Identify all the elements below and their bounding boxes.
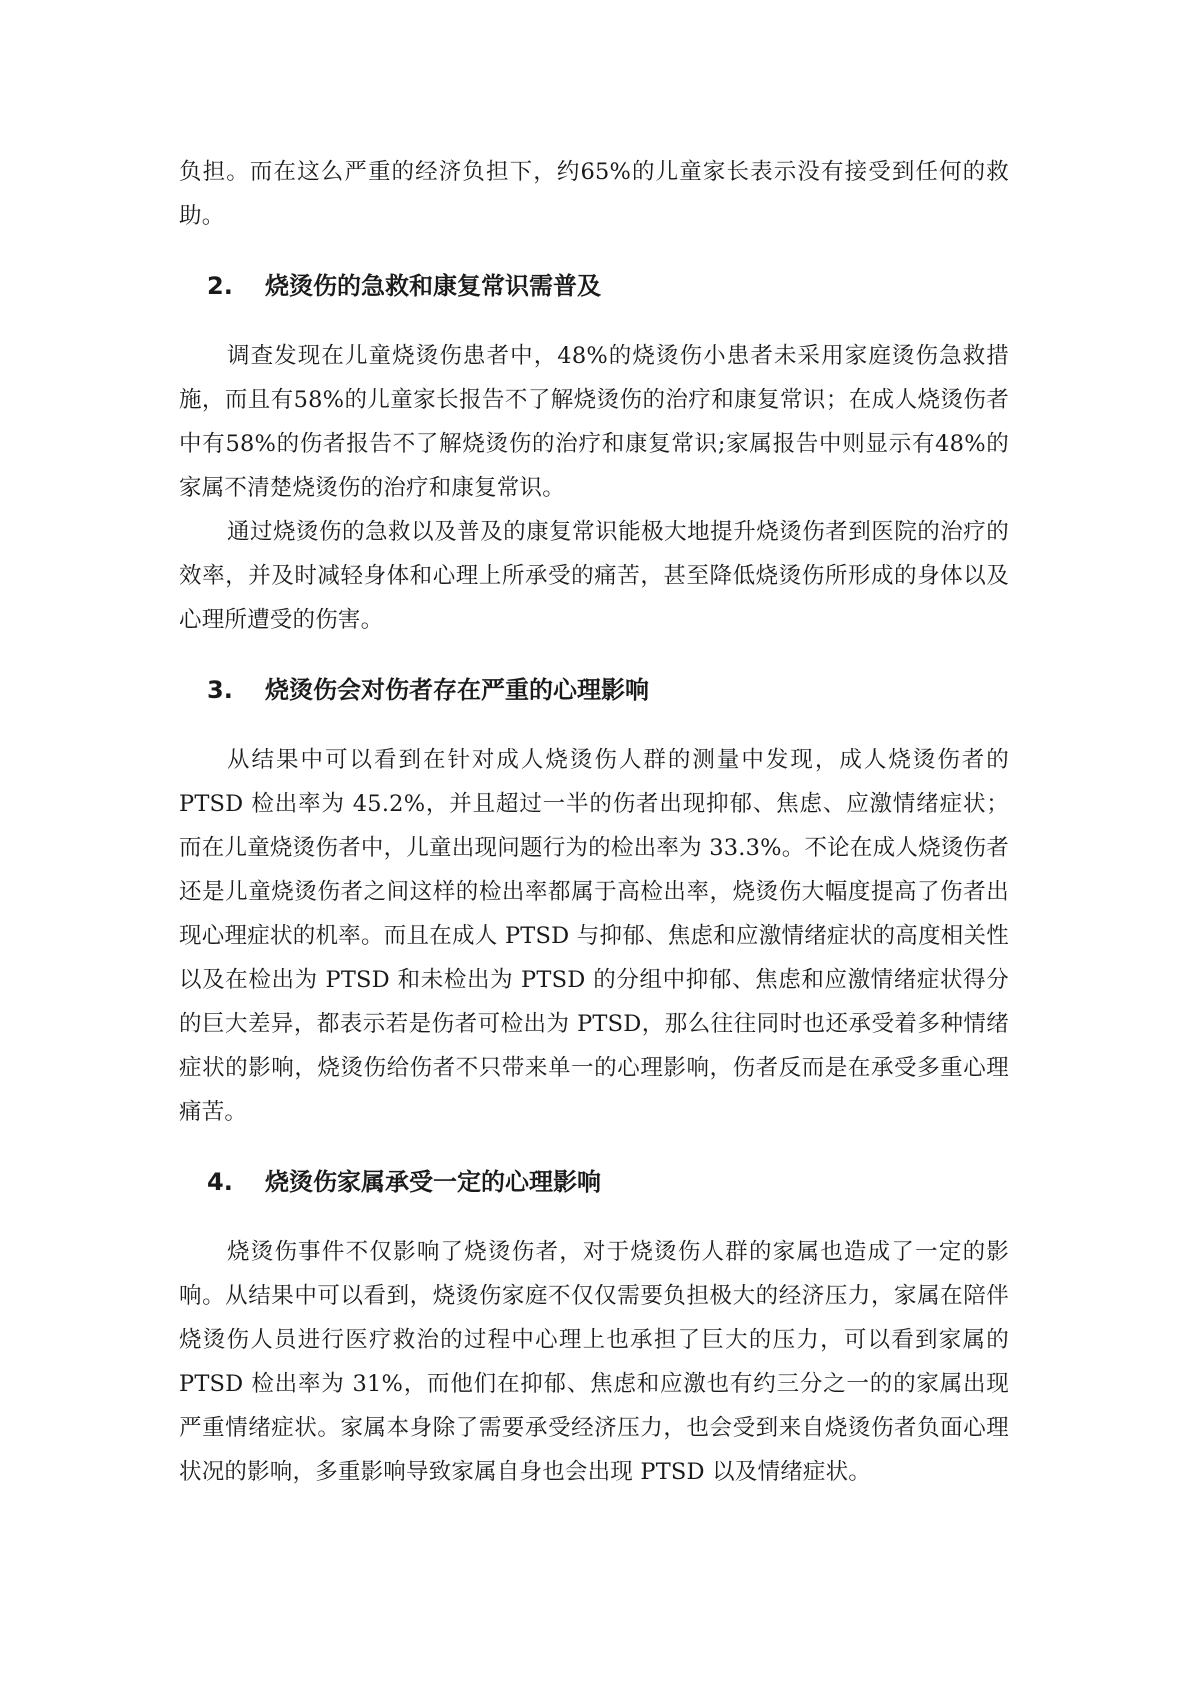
section-heading-4 <box>179 1160 1009 1204</box>
section-heading-2 <box>179 264 1009 308</box>
section-4-paragraph-1: 烧烫伤事件不仅影响了烧烫伤者，对于烧烫伤人群的家属也造成了一定的影响。从结果中可以看到，烧烫伤家庭不仅仅需要负担极大的经济压力，家属在陪伴烧烫伤人员进行医疗救治的过程中心理上也承担了巨大的压力，可以看到家属的 PTSD 检出率为 31%，而他们在抑郁、焦虑和应激也有约三分之一的的家属出现严重情绪症状。家属本身除了需要承受经济压力，也会受到来自烧烫伤者负面心理状况的影响，多重影响导致家属自身也会出现 PTSD 以及情绪症状。 <box>179 1239 1009 1485</box>
spacer <box>179 642 1009 668</box>
section-heading-3 <box>179 668 1009 712</box>
spacer <box>179 1134 1009 1160</box>
section-number: 2. <box>207 272 233 300</box>
spacer <box>179 238 1009 264</box>
spacer <box>179 308 1009 334</box>
section-title: 烧烫伤会对伤者存在严重的心理影响 <box>265 676 649 704</box>
intro-paragraph: 负担。而在这么严重的经济负担下，约65%的儿童家长表示没有接受到任何的救助。 <box>179 159 1009 229</box>
section-3-paragraph-1: 从结果中可以看到在针对成人烧烫伤人群的测量中发现，成人烧烫伤者的PTSD 检出率为 45.2%，并且超过一半的伤者出现抑郁、焦虑、应激情绪症状；而在儿童烧烫伤者中，儿童出现问题行为的检出率为 33.3%。不论在成人烧烫伤者还是儿童烧烫伤者之间这样的检出率都属于高检出率，烧烫伤大幅度提高了伤者出现心理症状的机率。而且在成人 PTSD 与抑郁、焦虑和应激情绪症状的高度相关性以及在检出为 PTSD 和未检出为 PTSD 的分组中抑郁、焦虑和应激情绪症状得分的巨大差异，都表示若是伤者可检出为 PTSD，那么往往同时也还承受着多种情绪症状的影响，烧烫伤给伤者不只带来单一的心理影响，伤者反而是在承受多重心理痛苦。 <box>179 747 1009 1125</box>
section-number: 4. <box>207 1168 233 1196</box>
section-title: 烧烫伤的急救和康复常识需普及 <box>265 272 601 300</box>
section-2-paragraph-1: 调查发现在儿童烧烫伤患者中，48%的烧烫伤小患者未采用家庭烫伤急救措施，而且有58%的儿童家长报告不了解烧烫伤的治疗和康复常识；在成人烧烫伤者中有58%的伤者报告不了解烧烫伤的治疗和康复常识;家属报告中则显示有48%的家属不清楚烧烫伤的治疗和康复常识。 <box>179 343 1009 501</box>
section-2-paragraph-2: 通过烧烫伤的急救以及普及的康复常识能极大地提升烧烫伤者到医院的治疗的效率，并及时减轻身体和心理上所承受的痛苦，甚至降低烧烫伤所形成的身体以及心理所遭受的伤害。 <box>179 519 1009 633</box>
section-title: 烧烫伤家属承受一定的心理影响 <box>265 1168 601 1196</box>
section-number: 3. <box>207 676 233 704</box>
spacer <box>179 712 1009 738</box>
spacer <box>179 1204 1009 1230</box>
page-content <box>179 150 1009 1494</box>
